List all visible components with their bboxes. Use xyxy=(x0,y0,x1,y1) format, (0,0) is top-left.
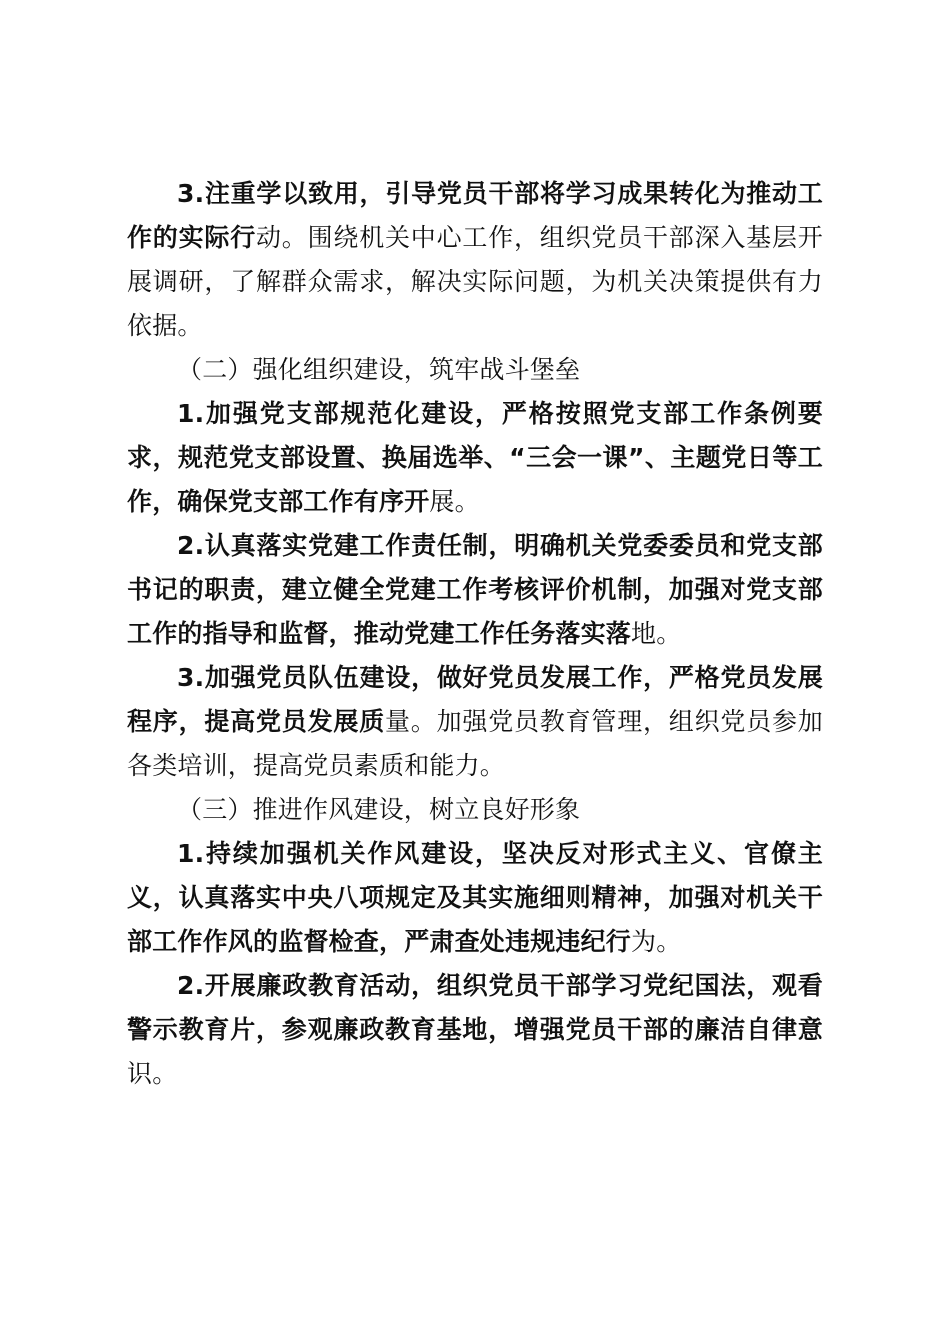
paragraph-lead-bold: 1.持续加强机关作风建设，坚决反对形式主义、官僚主义，认真落实中央八项规定及其实施细则精神，加强对机关干部工作作风的监督检查，严肃查处违规违纪行 xyxy=(127,839,823,956)
section-heading-work-style: （三）推进作风建设，树立良好形象 xyxy=(177,795,581,824)
paragraph-branch-standardization xyxy=(127,392,823,524)
paragraph-lead-bold: 2.开展廉政教育活动，组织党员干部学习党纪国法，观看警示教育片，参观廉政教育基地，增强党员干部的廉洁自律意 xyxy=(127,971,823,1044)
paragraph-body: 动。围绕机关中心工作，组织党员干部深入基层开展调研，了解群众需求，解决实际问题，为机关决策提供有力依据。 xyxy=(127,223,823,340)
paragraph-responsibility-system xyxy=(127,524,823,656)
paragraph-body: 识。 xyxy=(127,1059,178,1088)
document-body xyxy=(127,172,823,1096)
paragraph-lead-bold: 3.注重学以致用，引导党员干部将学习成果转化为推动工作的实际行 xyxy=(127,179,823,252)
paragraph-lead-bold: 1.加强党支部规范化建设，严格按照党支部工作条例要求，规范党支部设置、换届选举、“三会一课”、主题党日等工作，确保党支部工作有序开 xyxy=(127,399,823,516)
paragraph-body: 地。 xyxy=(631,619,682,648)
paragraph-member-team xyxy=(127,656,823,788)
paragraph-body: 量。加强党员教育管理，组织党员参加各类培训，提高党员素质和能力。 xyxy=(127,707,823,780)
paragraph-integrity-education xyxy=(127,964,823,1096)
paragraph-work-style-building xyxy=(127,832,823,964)
paragraph-body: 展。 xyxy=(429,487,480,516)
section-heading-organization: （二）强化组织建设，筑牢战斗堡垒 xyxy=(177,355,581,384)
paragraph-study-application xyxy=(127,172,823,348)
paragraph-lead-bold: 3.加强党员队伍建设，做好党员发展工作，严格党员发展程序，提高党员发展质 xyxy=(127,663,823,736)
paragraph-lead-bold: 2.认真落实党建工作责任制，明确机关党委委员和党支部书记的职责，建立健全党建工作考核评价机制，加强对党支部工作的指导和监督，推动党建工作任务落实落 xyxy=(127,531,823,648)
paragraph-body: 为。 xyxy=(631,927,682,956)
